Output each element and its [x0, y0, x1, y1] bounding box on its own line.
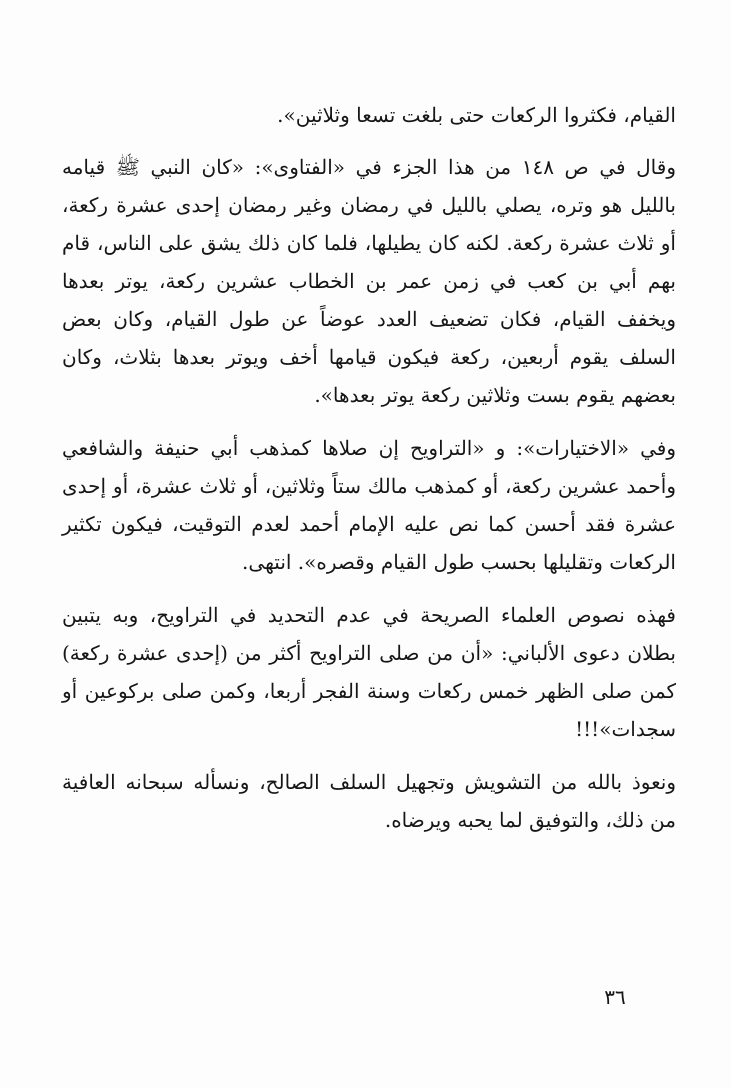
- paragraph-1: القيام، فكثروا الركعات حتى بلغت تسعا وثلاثين».: [277, 103, 676, 127]
- page-number: ٣٦: [604, 985, 626, 1009]
- paragraph-4: فهذه نصوص العلماء الصريحة في عدم التحديد في التراويح، وبه يتبين بطلان دعوى الألباني: «أن من صلى التراويح أكثر من (إحدى عشرة ركعة) كمن صلى الظهر خمس ركعات وسنة الفجر أربعا، وكمن صلى بركوعين أو سجدات»!!!: [62, 603, 676, 741]
- page-body-text: [62, 96, 676, 854]
- paragraph-5: ونعوذ بالله من التشويش وتجهيل السلف الصالح، ونسأله سبحانه العافية من ذلك، والتوفيق لما يحبه ويرضاه.: [62, 770, 676, 832]
- paragraph-3: وفي «الاختيارات»: و «التراويح إن صلاها كمذهب أبي حنيفة والشافعي وأحمد عشرين ركعة، أو كمذهب مالك ستاً وثلاثين، أو ثلاث عشرة، أو إحدى عشرة فقد أحسن كما نص عليه الإمام أحمد لعدم التوقيت، فيكون تكثير الركعات وتقليلها بحسب طول القيام وقصره». انتهى.: [62, 436, 677, 574]
- paragraph-2: وقال في ص ١٤٨ من هذا الجزء في «الفتاوى»: «كان النبي ﷺ قيامه بالليل هو وتره، يصلي بالليل في رمضان وغير رمضان إحدى عشرة ركعة، أو ثلاث عشرة ركعة. لكنه كان يطيلها، فلما كان ذلك يشق على الناس، قام بهم أبي بن كعب في زمن عمر بن الخطاب عشرين ركعة، يوتر بعدها ويخفف القيام، فكان تضعيف العدد عوضاً عن طول القيام، وكان بعض السلف يقوم أربعين، ركعة فيكون قيامها أخف ويوتر بعدها بثلاث، وكان بعضهم يقوم بست وثلاثين ركعة يوتر بعدها».: [62, 155, 676, 407]
